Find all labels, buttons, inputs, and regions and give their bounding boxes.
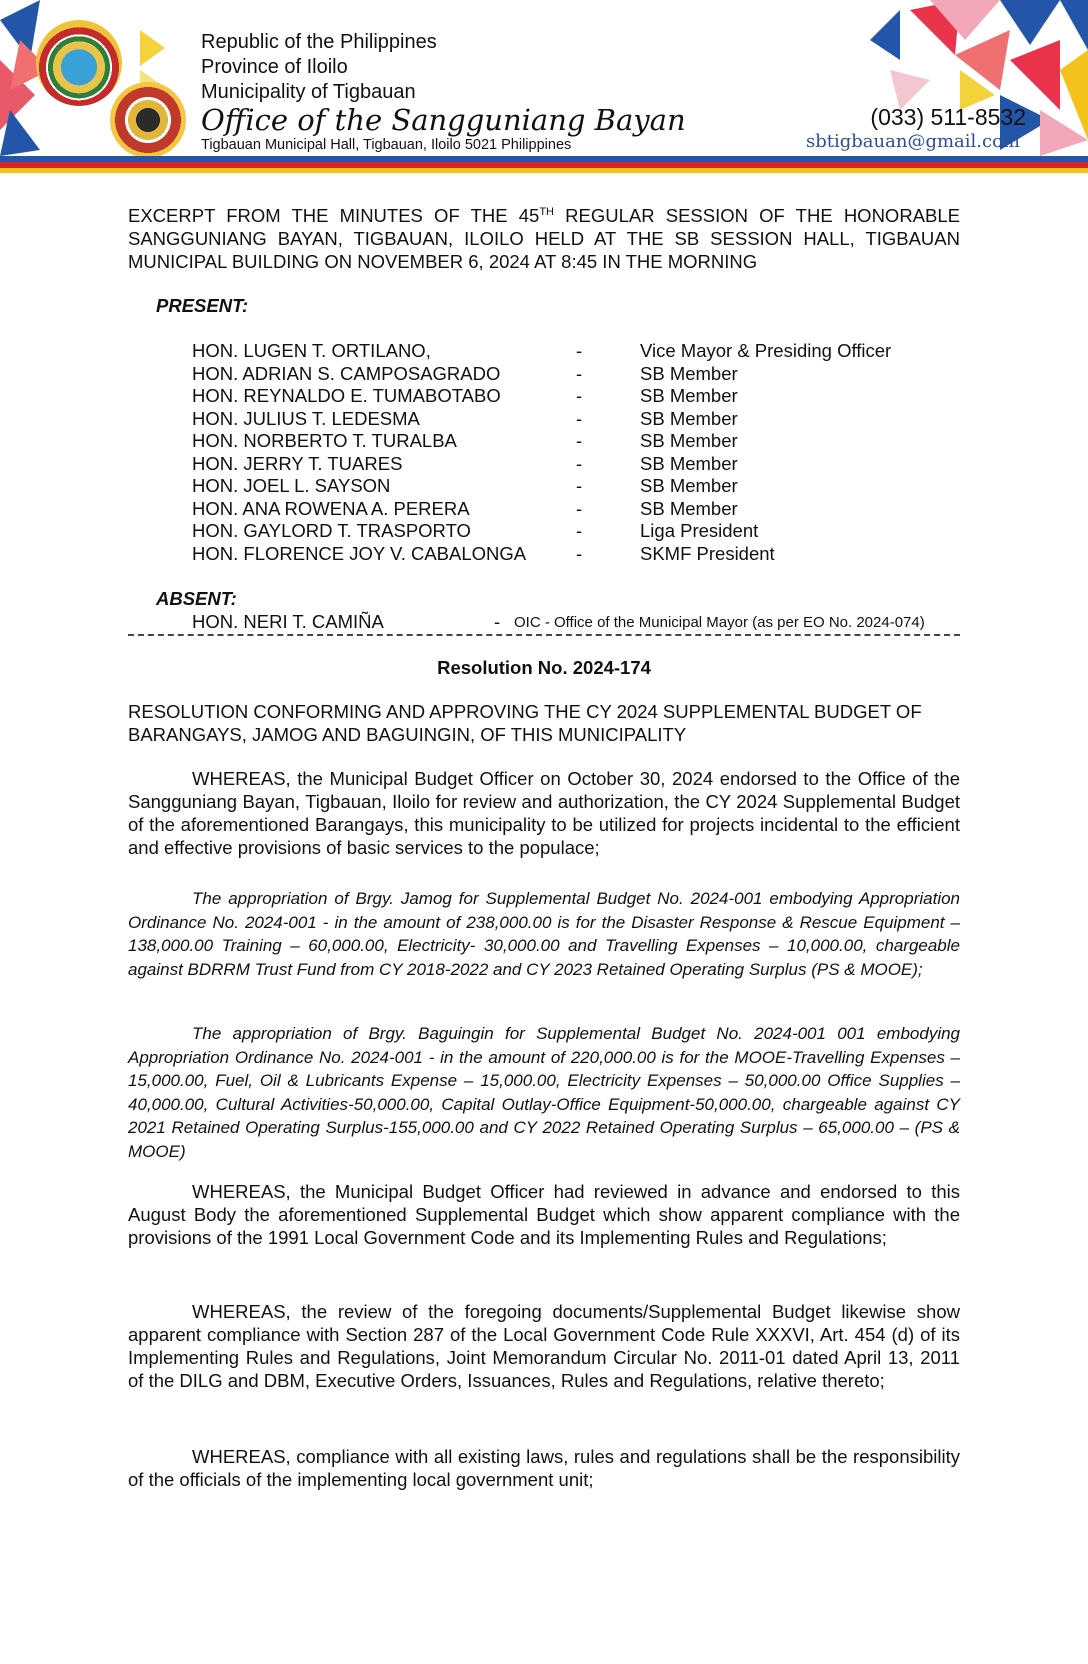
member-name: HON. FLORENCE JOY V. CABALONGA [192, 542, 527, 564]
member-separator: - [576, 475, 583, 496]
member-name: HON. JOEL L. SAYSON [192, 475, 391, 496]
municipality-seal-icon [36, 20, 122, 106]
letterhead-province: Province of Iloilo [201, 56, 348, 78]
member-name: HON. JERRY T. TUARES [192, 452, 403, 474]
member-name: HON. LUGEN T. ORTILANO, [192, 340, 431, 361]
member-role: SB Member [640, 497, 738, 519]
whereas-paragraph-4: WHEREAS, compliance with all existing laws, rules and regulations shall be the responsibility of the officials of the implementing local government unit; [128, 1446, 960, 1490]
roster-row [192, 408, 952, 431]
roster-row [192, 340, 952, 363]
member-separator: - [576, 497, 583, 519]
letterhead-republic: Republic of the Philippines [201, 31, 437, 53]
member-separator: - [576, 362, 583, 384]
excerpt-text-start: EXCERPT FROM THE MINUTES OF THE 45 [128, 205, 540, 226]
header-stripe-yellow [0, 168, 1088, 173]
minutes-excerpt [128, 204, 960, 273]
roster-row [192, 385, 952, 408]
member-separator: - [576, 542, 583, 564]
absent-role: OIC - Office of the Municipal Mayor (as per EO No. 2024-074) [514, 614, 925, 631]
member-role: Vice Mayor & Presiding Officer [640, 340, 892, 361]
whereas-paragraph-2: WHEREAS, the Municipal Budget Officer had reviewed in advance and endorsed to this August Body the aforementioned Supplemental Budget which show apparent compliance with the provisions of the 1991 Local Government Code and its Implementing Rules and Regulations; [128, 1181, 960, 1248]
member-role: SB Member [640, 452, 738, 474]
member-name: HON. JULIUS T. LEDESMA [192, 407, 420, 429]
absent-row [192, 611, 972, 635]
member-role: SB Member [640, 407, 738, 429]
roster-row [192, 498, 952, 521]
absent-name: HON. NERI T. CAMIÑA [192, 611, 384, 632]
roster-row [192, 363, 952, 386]
member-separator: - [576, 340, 583, 361]
member-name: HON. REYNALDO E. TUMABOTABO [192, 385, 501, 406]
appropriation-baguingin: The appropriation of Brgy. Baguingin for Supplemental Budget No. 2024-001 001 embodying Appropriation Ordinance No. 2024-001 - in the amount of 220,000.00 is for the MOOE-Travelling Expenses – 15,000.00, Fuel, Oil & Lubricants Expense – 15,000.00, Electricity Expenses – 50,000.00 Office Supplies – 40,000.00, Cultural Activities-50,000.00, Capital Outlay-Office Equipment-50,000.00, chargeable against CY 2021 Retained Operating Surplus-155,000.00 and CY 2022 Retained Operating Surplus – 65,000.00 – (PS & MOOE) [128, 1024, 960, 1161]
absent-separator: - [494, 611, 501, 632]
roster-row [192, 453, 952, 476]
member-name: HON. NORBERTO T. TURALBA [192, 430, 457, 451]
roster-row [192, 543, 952, 566]
letterhead-text [201, 30, 686, 153]
resolution-title: RESOLUTION CONFORMING AND APPROVING THE CY 2024 SUPPLEMENTAL BUDGET OF BARANGAYS, JAMOG AND BAGUINGIN, OF THIS MUNICIPALITY [128, 701, 922, 745]
member-name: HON. ADRIAN S. CAMPOSAGRADO [192, 362, 501, 384]
roster-row [192, 520, 952, 543]
member-role: Liga President [640, 520, 759, 541]
present-label: PRESENT: [156, 295, 249, 316]
letterhead-municipality: Municipality of Tigbauan [201, 81, 416, 103]
member-role: SKMF President [640, 542, 775, 564]
member-name: HON. GAYLORD T. TRASPORTO [192, 520, 471, 541]
member-separator: - [576, 407, 583, 429]
letterhead-address: Tigbauan Municipal Hall, Tigbauan, Iloilo 5021 Philippines [201, 137, 572, 153]
member-separator: - [576, 520, 583, 541]
resolution-number: Resolution No. 2024-174 [437, 657, 651, 678]
member-role: SB Member [640, 430, 738, 451]
sangguniang-bayan-seal-icon [110, 82, 186, 158]
letterhead-office: Office of the Sangguniang Bayan [201, 103, 686, 137]
whereas-paragraph-3: WHEREAS, the review of the foregoing documents/Supplemental Budget likewise show apparent compliance with Section 287 of the Local Government Code Rule XXXVI, Art. 454 (d) of its Implementing Rules and Regulations, Joint Memorandum Circular No. 2011-01 dated April 13, 2011 of the DILG and DBM, Executive Orders, Issuances, Rules and Regulations, relative thereto; [128, 1301, 960, 1391]
member-role: SB Member [640, 475, 738, 496]
member-role: SB Member [640, 385, 738, 406]
whereas-paragraph-1: WHEREAS, the Municipal Budget Officer on October 30, 2024 endorsed to the Office of the Sangguniang Bayan, Tigbauan, Iloilo for review and authorization, the CY 2024 Supplemental Budget of the aforementioned Barangays, this municipality to be utilized for projects incidental to the efficient and effective provisions of basic services to the populace; [128, 768, 960, 858]
dashed-divider [128, 634, 960, 636]
member-separator: - [576, 452, 583, 474]
letterhead [0, 0, 1088, 176]
absent-label: ABSENT: [156, 588, 237, 609]
roster-row [192, 475, 952, 498]
member-separator: - [576, 430, 583, 451]
excerpt-text-end: REGULAR SESSION OF THE HONORABLE SANGGUNIANG BAYAN, TIGBAUAN, ILOILO HELD AT THE SB SESSION HALL, TIGBAUAN MUNICIPAL BUILDING ON NOVEMBER 6, 2024 AT 8:45 IN THE MORNING [128, 205, 960, 272]
member-separator: - [576, 385, 583, 406]
letterhead-email: sbtigbauan@gmail.com [806, 131, 1020, 152]
present-roster [192, 340, 952, 565]
appropriation-jamog: The appropriation of Brgy. Jamog for Supplemental Budget No. 2024-001 embodying Appropriation Ordinance No. 2024-001 - in the amount of 238,000.00 is for the Disaster Response & Rescue Equipment – 138,000.00 Training – 60,000.00, Electricity- 30,000.00 and Travelling Expenses – 10,000.00, chargeable against BDRRM Trust Fund from CY 2018-2022 and CY 2023 Retained Operating Surplus (PS & MOOE); [128, 889, 960, 979]
roster-row [192, 430, 952, 453]
letterhead-phone: (033) 511-8532 [870, 104, 1026, 130]
member-role: SB Member [640, 362, 738, 384]
member-name: HON. ANA ROWENA A. PERERA [192, 497, 470, 519]
excerpt-ordinal-suffix: TH [539, 205, 554, 218]
